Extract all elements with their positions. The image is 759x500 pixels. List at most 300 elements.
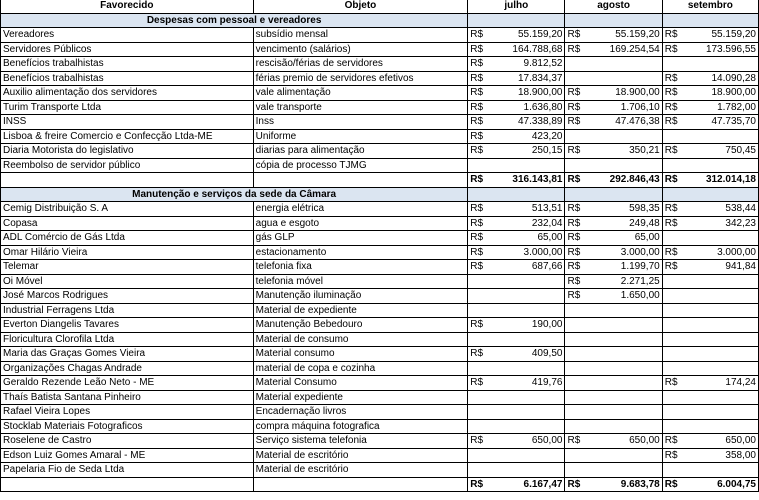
objeto-cell: rescisão/férias de servidores (253, 57, 468, 72)
favorecido-cell: ADL Comércio de Gás Ltda (1, 231, 254, 246)
currency-symbol: R$ (567, 478, 581, 490)
amount-number: 232,04 (531, 217, 563, 229)
currency-symbol: R$ (470, 435, 484, 447)
currency-symbol: R$ (567, 290, 581, 302)
section-blank (565, 187, 662, 202)
amount-number: 65,00 (634, 232, 660, 244)
currency-symbol: R$ (470, 174, 484, 186)
objeto-cell: vale transporte (253, 100, 468, 115)
amount-number: 350,21 (629, 145, 660, 157)
amount-ago (565, 448, 662, 463)
header-setembro: setembro (662, 0, 758, 13)
amount-set (662, 42, 758, 57)
section-title: Manutenção e serviços da sede da Câmara (1, 187, 468, 202)
amount-set (662, 463, 758, 478)
amount-value (470, 144, 562, 157)
currency-symbol: R$ (664, 377, 678, 389)
amount-number: 17.834,37 (517, 72, 563, 84)
table-row (1, 42, 759, 57)
currency-symbol: R$ (664, 246, 678, 258)
table-row (1, 28, 759, 43)
amount-value (470, 72, 562, 85)
objeto-cell: Material Consumo (253, 376, 468, 391)
currency-symbol: R$ (470, 377, 484, 389)
amount-jul (468, 115, 565, 130)
amount-value (665, 478, 756, 491)
amount-number: 250,15 (531, 145, 563, 157)
objeto-cell: vencimento (salários) (253, 42, 468, 57)
currency-symbol: R$ (567, 43, 581, 55)
total-blank (1, 173, 254, 188)
currency-symbol: R$ (567, 246, 581, 258)
favorecido-cell: Benefícios trabalhistas (1, 71, 254, 86)
amount-number: 3.000,00 (523, 246, 563, 258)
amount-set (662, 216, 758, 231)
currency-symbol: R$ (567, 174, 581, 186)
amount-ago (565, 274, 662, 289)
amount-ago (565, 477, 662, 492)
section-blank (468, 187, 565, 202)
objeto-cell: Material consumo (253, 347, 468, 362)
amount-value (665, 86, 756, 99)
amount-number: 316.143,81 (512, 174, 563, 186)
favorecido-cell: Copasa (1, 216, 254, 231)
currency-symbol: R$ (567, 232, 581, 244)
amount-set (662, 260, 758, 275)
amount-ago (565, 129, 662, 144)
amount-value (567, 173, 659, 186)
amount-value (665, 376, 756, 389)
currency-symbol: R$ (567, 275, 581, 287)
amount-number: 9.812,52 (523, 58, 563, 70)
amount-jul (468, 129, 565, 144)
amount-value (665, 449, 756, 462)
amount-value (567, 202, 659, 215)
section-header-row (1, 187, 759, 202)
amount-jul (468, 71, 565, 86)
amount-value (470, 478, 562, 491)
currency-symbol: R$ (567, 261, 581, 273)
amount-number: 173.596,55 (705, 43, 756, 55)
amount-set (662, 347, 758, 362)
favorecido-cell: Thaís Batista Santana Pinheiro (1, 390, 254, 405)
currency-symbol: R$ (470, 232, 484, 244)
amount-number: 750,45 (725, 145, 756, 157)
amount-set (662, 71, 758, 86)
amount-number: 650,00 (725, 435, 756, 447)
amount-set (662, 129, 758, 144)
currency-symbol: R$ (664, 478, 678, 490)
amount-jul (468, 477, 565, 492)
amount-ago (565, 318, 662, 333)
currency-symbol: R$ (470, 246, 484, 258)
amount-value (470, 28, 562, 41)
amount-number: 419,76 (531, 377, 563, 389)
amount-set (662, 158, 758, 173)
amount-value (665, 28, 756, 41)
amount-value (665, 246, 756, 259)
objeto-cell: diarias para alimentação (253, 144, 468, 159)
amount-number: 18.900,00 (615, 87, 660, 99)
objeto-cell: Inss (253, 115, 468, 130)
amount-jul (468, 419, 565, 434)
amount-value (470, 231, 562, 244)
favorecido-cell: Reembolso de servidor público (1, 158, 254, 173)
amount-value (567, 28, 659, 41)
amount-number: 14.090,28 (711, 72, 756, 84)
amount-jul (468, 434, 565, 449)
table-row (1, 86, 759, 101)
amount-value (470, 115, 562, 128)
amount-set (662, 115, 758, 130)
table-row (1, 231, 759, 246)
currency-symbol: R$ (470, 29, 484, 41)
amount-ago (565, 144, 662, 159)
amount-number: 47.338,89 (517, 116, 563, 128)
currency-symbol: R$ (664, 449, 678, 461)
amount-set (662, 318, 758, 333)
currency-symbol: R$ (664, 217, 678, 229)
amount-ago (565, 115, 662, 130)
favorecido-cell: Industrial Ferragens Ltda (1, 303, 254, 318)
amount-jul (468, 448, 565, 463)
amount-ago (565, 86, 662, 101)
amount-jul (468, 361, 565, 376)
amount-value (567, 231, 659, 244)
currency-symbol: R$ (470, 72, 484, 84)
amount-jul (468, 100, 565, 115)
amount-ago (565, 289, 662, 304)
amount-number: 941,84 (725, 261, 756, 273)
objeto-cell: Material de consumo (253, 332, 468, 347)
objeto-cell: Material de expediente (253, 303, 468, 318)
amount-number: 650,00 (629, 435, 660, 447)
total-blank (1, 477, 254, 492)
total-row (1, 173, 759, 188)
amount-set (662, 390, 758, 405)
amount-set (662, 434, 758, 449)
total-blank (253, 173, 468, 188)
objeto-cell: compra máquina fotografica (253, 419, 468, 434)
amount-value (470, 376, 562, 389)
amount-value (665, 144, 756, 157)
currency-symbol: R$ (664, 116, 678, 128)
currency-symbol: R$ (567, 116, 581, 128)
objeto-cell: Material de escritório (253, 448, 468, 463)
amount-jul (468, 318, 565, 333)
amount-number: 409,50 (531, 348, 563, 360)
amount-ago (565, 71, 662, 86)
table-row (1, 448, 759, 463)
currency-symbol: R$ (470, 145, 484, 157)
table-row (1, 332, 759, 347)
objeto-cell: telefonia fixa (253, 260, 468, 275)
header-row (1, 0, 759, 13)
currency-symbol: R$ (470, 478, 484, 490)
table-row (1, 71, 759, 86)
amount-jul (468, 274, 565, 289)
currency-symbol: R$ (470, 319, 484, 331)
amount-ago (565, 231, 662, 246)
favorecido-cell: Maria das Graças Gomes Vieira (1, 347, 254, 362)
header-agosto: agosto (565, 0, 662, 13)
amount-value (470, 86, 562, 99)
amount-set (662, 231, 758, 246)
amount-ago (565, 216, 662, 231)
currency-symbol: R$ (567, 203, 581, 215)
amount-value (470, 246, 562, 259)
favorecido-cell: Auxilio alimentação dos servidores (1, 86, 254, 101)
table-row (1, 144, 759, 159)
favorecido-cell: Telemar (1, 260, 254, 275)
favorecido-cell: Lisboa & freire Comercio e Confecção Ltda-ME (1, 129, 254, 144)
header-favorecido: Favorecido (1, 0, 254, 13)
amount-value (567, 246, 659, 259)
amount-value (470, 217, 562, 230)
amount-set (662, 86, 758, 101)
amount-set (662, 477, 758, 492)
currency-symbol: R$ (664, 72, 678, 84)
header-julho: julho (468, 0, 565, 13)
amount-value (470, 173, 562, 186)
amount-ago (565, 434, 662, 449)
currency-symbol: R$ (664, 29, 678, 41)
amount-value (665, 217, 756, 230)
amount-set (662, 57, 758, 72)
table-row (1, 274, 759, 289)
amount-value (470, 434, 562, 447)
amount-value (567, 86, 659, 99)
amount-jul (468, 231, 565, 246)
amount-jul (468, 260, 565, 275)
currency-symbol: R$ (470, 203, 484, 215)
currency-symbol: R$ (664, 261, 678, 273)
currency-symbol: R$ (664, 101, 678, 113)
amount-number: 342,23 (725, 217, 756, 229)
objeto-cell: Material expediente (253, 390, 468, 405)
objeto-cell: Uniforme (253, 129, 468, 144)
amount-ago (565, 260, 662, 275)
amount-value (470, 57, 562, 70)
objeto-cell: Encadernação livros (253, 405, 468, 420)
table-row (1, 202, 759, 217)
amount-set (662, 303, 758, 318)
amount-number: 1.706,10 (620, 101, 660, 113)
amount-ago (565, 100, 662, 115)
amount-set (662, 274, 758, 289)
amount-set (662, 144, 758, 159)
favorecido-cell: INSS (1, 115, 254, 130)
currency-symbol: R$ (470, 101, 484, 113)
table-row (1, 57, 759, 72)
expense-table-body (1, 0, 759, 492)
table-row (1, 434, 759, 449)
amount-ago (565, 28, 662, 43)
amount-jul (468, 303, 565, 318)
currency-symbol: R$ (567, 145, 581, 157)
favorecido-cell: Omar Hilário Vieira (1, 245, 254, 260)
objeto-cell: subsídio mensal (253, 28, 468, 43)
table-row (1, 303, 759, 318)
amount-ago (565, 390, 662, 405)
table-row (1, 115, 759, 130)
amount-ago (565, 42, 662, 57)
table-row (1, 100, 759, 115)
amount-value (567, 434, 659, 447)
table-row (1, 405, 759, 420)
favorecido-cell: Turim Transporte Ltda (1, 100, 254, 115)
amount-ago (565, 361, 662, 376)
objeto-cell: Manutenção iluminação (253, 289, 468, 304)
amount-number: 174,24 (725, 377, 756, 389)
amount-number: 1.636,80 (523, 101, 563, 113)
amount-number: 292.846,43 (609, 174, 660, 186)
amount-set (662, 332, 758, 347)
amount-set (662, 202, 758, 217)
amount-value (665, 43, 756, 56)
header-objeto: Objeto (253, 0, 468, 13)
section-blank (468, 13, 565, 28)
amount-jul (468, 376, 565, 391)
amount-ago (565, 347, 662, 362)
amount-set (662, 245, 758, 260)
favorecido-cell: Benefícios trabalhistas (1, 57, 254, 72)
total-row (1, 477, 759, 492)
favorecido-cell: Geraldo Rezende Leão Neto - ME (1, 376, 254, 391)
amount-jul (468, 202, 565, 217)
favorecido-cell: Vereadores (1, 28, 254, 43)
objeto-cell: energia elétrica (253, 202, 468, 217)
amount-value (567, 478, 659, 491)
amount-number: 1.650,00 (620, 290, 660, 302)
amount-jul (468, 144, 565, 159)
table-row (1, 260, 759, 275)
amount-value (567, 144, 659, 157)
currency-symbol: R$ (664, 43, 678, 55)
amount-ago (565, 57, 662, 72)
amount-jul (468, 42, 565, 57)
currency-symbol: R$ (470, 43, 484, 55)
amount-set (662, 376, 758, 391)
amount-value (665, 434, 756, 447)
amount-ago (565, 419, 662, 434)
favorecido-cell: Floricultura Clorofila Ltda (1, 332, 254, 347)
amount-set (662, 419, 758, 434)
amount-jul (468, 86, 565, 101)
amount-number: 65,00 (537, 232, 563, 244)
amount-value (470, 260, 562, 273)
table-row (1, 463, 759, 478)
amount-set (662, 289, 758, 304)
table-row (1, 419, 759, 434)
currency-symbol: R$ (470, 217, 484, 229)
favorecido-cell: Organizações Chagas Andrade (1, 361, 254, 376)
table-row (1, 289, 759, 304)
amount-number: 358,00 (725, 449, 756, 461)
amount-value (470, 43, 562, 56)
amount-number: 18.900,00 (711, 87, 756, 99)
amount-number: 55.159,20 (517, 29, 563, 41)
amount-number: 312.014,18 (705, 174, 756, 186)
amount-number: 190,00 (531, 319, 563, 331)
amount-value (470, 318, 562, 331)
amount-set (662, 173, 758, 188)
currency-symbol: R$ (664, 435, 678, 447)
currency-symbol: R$ (470, 348, 484, 360)
objeto-cell: agua e esgoto (253, 216, 468, 231)
amount-set (662, 100, 758, 115)
objeto-cell: Material de escritório (253, 463, 468, 478)
amount-number: 3.000,00 (620, 246, 660, 258)
amount-ago (565, 463, 662, 478)
currency-symbol: R$ (470, 87, 484, 99)
table-row (1, 245, 759, 260)
total-blank (253, 477, 468, 492)
amount-set (662, 405, 758, 420)
amount-number: 6.004,75 (717, 478, 756, 490)
section-header-row (1, 13, 759, 28)
amount-number: 169.254,54 (609, 43, 660, 55)
favorecido-cell: Papelaria Fio de Seda Ltda (1, 463, 254, 478)
amount-value (665, 173, 756, 186)
currency-symbol: R$ (470, 261, 484, 273)
currency-symbol: R$ (567, 217, 581, 229)
favorecido-cell: Roselene de Castro (1, 434, 254, 449)
table-row (1, 129, 759, 144)
amount-number: 3.000,00 (717, 246, 756, 258)
currency-symbol: R$ (470, 58, 484, 70)
favorecido-cell: Everton Diangelis Tavares (1, 318, 254, 333)
amount-ago (565, 158, 662, 173)
currency-symbol: R$ (470, 116, 484, 128)
amount-ago (565, 173, 662, 188)
amount-number: 513,51 (531, 203, 563, 215)
amount-jul (468, 57, 565, 72)
currency-symbol: R$ (664, 87, 678, 99)
amount-value (567, 260, 659, 273)
amount-number: 55.159,20 (711, 29, 756, 41)
currency-symbol: R$ (567, 29, 581, 41)
amount-value (470, 101, 562, 114)
amount-jul (468, 216, 565, 231)
favorecido-cell: José Marcos Rodrigues (1, 289, 254, 304)
amount-set (662, 448, 758, 463)
amount-value (567, 289, 659, 302)
amount-jul (468, 405, 565, 420)
amount-set (662, 28, 758, 43)
amount-jul (468, 173, 565, 188)
amount-value (567, 115, 659, 128)
amount-value (665, 72, 756, 85)
favorecido-cell: Diaria Motorista do legislativo (1, 144, 254, 159)
objeto-cell: vale alimentação (253, 86, 468, 101)
amount-number: 18.900,00 (517, 87, 563, 99)
amount-number: 164.788,68 (512, 43, 563, 55)
favorecido-cell: Servidores Públicos (1, 42, 254, 57)
amount-ago (565, 245, 662, 260)
favorecido-cell: Oi Móvel (1, 274, 254, 289)
favorecido-cell: Cemig Distribuição S. A (1, 202, 254, 217)
table-row (1, 390, 759, 405)
favorecido-cell: Stocklab Materiais Fotograficos (1, 419, 254, 434)
amount-number: 423,20 (531, 130, 563, 142)
amount-number: 1.782,00 (717, 101, 756, 113)
section-blank (662, 187, 758, 202)
amount-jul (468, 390, 565, 405)
amount-value (567, 43, 659, 56)
amount-value (567, 217, 659, 230)
amount-number: 47.735,70 (711, 116, 756, 128)
